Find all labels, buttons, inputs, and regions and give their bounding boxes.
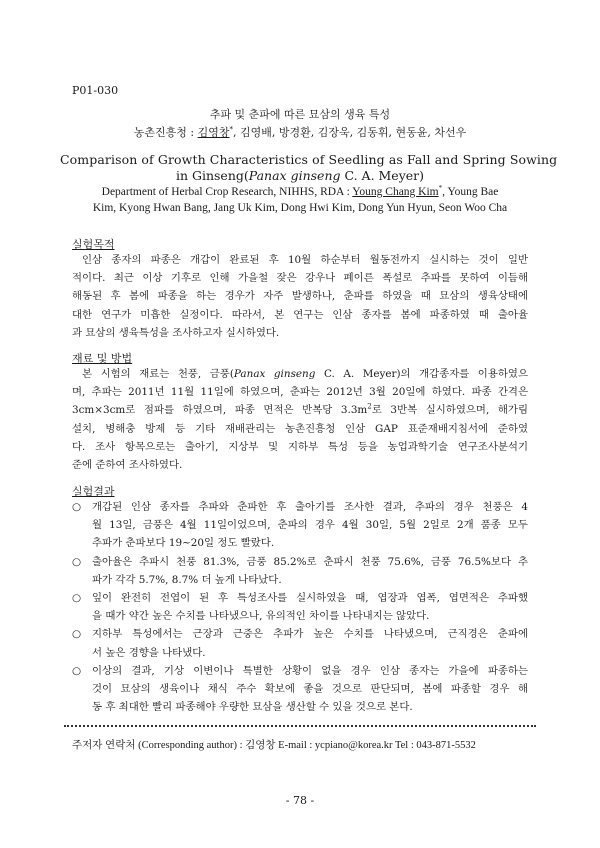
english-title-species: Panax ginseng [248, 168, 341, 183]
english-dept-text: Department of Herbal Crop Research, NIHHS, RDA : [101, 186, 353, 198]
result-line: 동 후 최대한 빨리 파종해야 우량한 묘삼을 생산할 수 있을 것으로 본다. [92, 701, 413, 714]
korean-authors [60, 124, 540, 140]
purpose-line: 인삼 종자의 파종은 개갑이 완료된 후 10월 하순부터 월동전까지 실시하는 것이 일반 [82, 254, 528, 266]
dotted-divider [64, 725, 536, 727]
result-line: 출아율은 추파시 천풍 81.3%, 금풍 85.2%로 춘파시 천풍 75.6%, 금풍 76.5%보다 추 [92, 555, 528, 568]
english-title-pre: in Ginseng( [175, 168, 249, 183]
english-title-line2 [60, 168, 540, 183]
purpose-line: 해동된 후 봄에 파종을 하는 경우가 자주 발생하나, 춘파를 하였을 때 묘삼의 생육상태에 [72, 290, 528, 303]
methods-line3-pre: 3cm×3cm로 점파를 하였으며, 파종 면적은 반복당 3.3m [72, 404, 368, 417]
english-dept-post: , Young Bae [442, 186, 499, 198]
result-line: 추파가 춘파보다 19∼20일 정도 빨랐다. [92, 537, 275, 550]
english-authors: Kim, Kyong Hwan Bang, Jang Uk Kim, Dong Hwi Kim, Dong Yun Hyun, Seon Woo Cha [92, 202, 508, 214]
result-line: 잎이 완전히 전엽이 된 후 특성조사를 실시하였을 때, 엽장과 엽폭, 엽면적은 추파했 [92, 592, 528, 605]
english-title-line1: Comparison of Growth Characteristics of Seedling as Fall and Spring Sowing [60, 152, 558, 167]
english-department [60, 186, 540, 198]
heading-results: 실험결과 [72, 485, 115, 498]
methods-line: 준에 준하여 조사하였다. [72, 459, 183, 472]
result-line: 개갑된 인삼 종자를 추파와 춘파한 후 출아기를 조사한 결과, 추파의 경우 천풍은 4 [92, 501, 528, 513]
result-item [72, 662, 528, 717]
bullet-circle: ○ [72, 555, 82, 568]
result-line: 서 높은 경향을 나타냈다. [92, 646, 206, 659]
result-line: 을 때가 약간 높은 수치를 나타냈으나, 유의적인 차이를 나타내지는 않았다. [92, 610, 430, 623]
lead-author-mark-korean: * [229, 125, 233, 134]
purpose-line: 대한 연구가 미흡한 실정이다. 따라서, 본 연구는 인삼 종자를 봄에 파종하였 때 출아율 [72, 308, 528, 321]
result-line: 월 13일, 금풍은 4월 11일이었으며, 춘파의 경우 4월 30일, 5월 2일로 2개 품종 모두 [92, 519, 528, 532]
result-line: 지하부 특성에서는 근장과 근중은 추파가 높은 수치를 나타냈으며, 근직경은 춘파에 [92, 628, 528, 641]
lead-author-english: Young Chang Kim [352, 186, 439, 198]
result-item [72, 553, 528, 589]
co-authors-korean: , 김영배, 방경환, 김장욱, 김동휘, 현동윤, 차선우 [233, 126, 467, 139]
methods-line: 설치, 병해충 방제 등 기타 재배관리는 농촌진흥청 인삼 GAP 표준재배지침서에 준하였 [72, 422, 528, 435]
purpose-line: 과 묘삼의 생육특성을 조사하고자 실시하였다. [72, 326, 280, 339]
result-line: 파가 각각 5.7%, 8.7% 더 높게 나타났다. [92, 573, 282, 586]
methods-paragraph [72, 365, 528, 474]
korean-affiliation: 농촌진흥청 : [133, 126, 198, 139]
purpose-paragraph [72, 251, 528, 342]
result-line: 것이 묘삼의 생육이나 채식 주수 확보에 좋을 것으로 판단되며, 봄에 파종할 경우 해 [92, 683, 528, 696]
bullet-circle: ○ [72, 501, 82, 513]
corresponding-author-contact: 주저자 연락처 (Corresponding author) : 김영창 E-mail : ycpiano@korea.kr Tel : 043-871-5532 [72, 740, 476, 751]
result-line: 이상의 결과, 기상 이변이나 특별한 상황이 없을 경우 인삼 종자는 가을에 파종하는 [92, 664, 528, 677]
korean-title: 추파 및 춘파에 따른 묘삼의 생육 특성 [209, 108, 391, 121]
purpose-line: 적이다. 최근 이상 기후로 인해 가을철 잦은 강우나 폐이른 폭설로 추파를 못하여 이듬해 [72, 272, 528, 285]
result-item [72, 589, 528, 625]
result-item [72, 498, 528, 553]
bullet-circle: ○ [72, 628, 82, 641]
lead-author-mark-english: * [438, 184, 443, 193]
result-item [72, 625, 528, 661]
methods-line1-pre: 본 시험의 재료는 천풍, 금풍( [82, 368, 234, 380]
page-number: - 78 - [285, 794, 315, 807]
lead-author-korean: 김영창 [197, 126, 230, 139]
methods-line: 다. 조사 항목으로는 출아기, 지상부 및 지하부 특성 등을 농업과학기술 연구조사분석기 [72, 440, 528, 453]
methods-area-exponent: 2 [367, 402, 372, 411]
english-title-post: C. A. Meyer) [340, 168, 425, 183]
bullet-circle: ○ [72, 664, 82, 677]
heading-methods: 재료 및 방법 [72, 352, 133, 365]
methods-line: 며, 추파는 2011년 11월 11일에 하였으며, 춘파는 2012년 3월 20일에 하였다. 파종 간격은 [72, 386, 528, 399]
methods-line [72, 401, 528, 419]
abstract-code: P01-030 [72, 84, 119, 97]
results-list [72, 498, 528, 716]
methods-line1-post: C. A. Meyer)의 개갑종자를 이용하였으 [315, 368, 528, 380]
methods-line [72, 365, 528, 383]
methods-species: Panax ginseng [233, 368, 316, 380]
heading-purpose: 실험목적 [72, 238, 115, 251]
methods-line3-post: 로 3반복 실시하였으며, 해가림 [371, 404, 528, 417]
bullet-circle: ○ [72, 592, 82, 605]
